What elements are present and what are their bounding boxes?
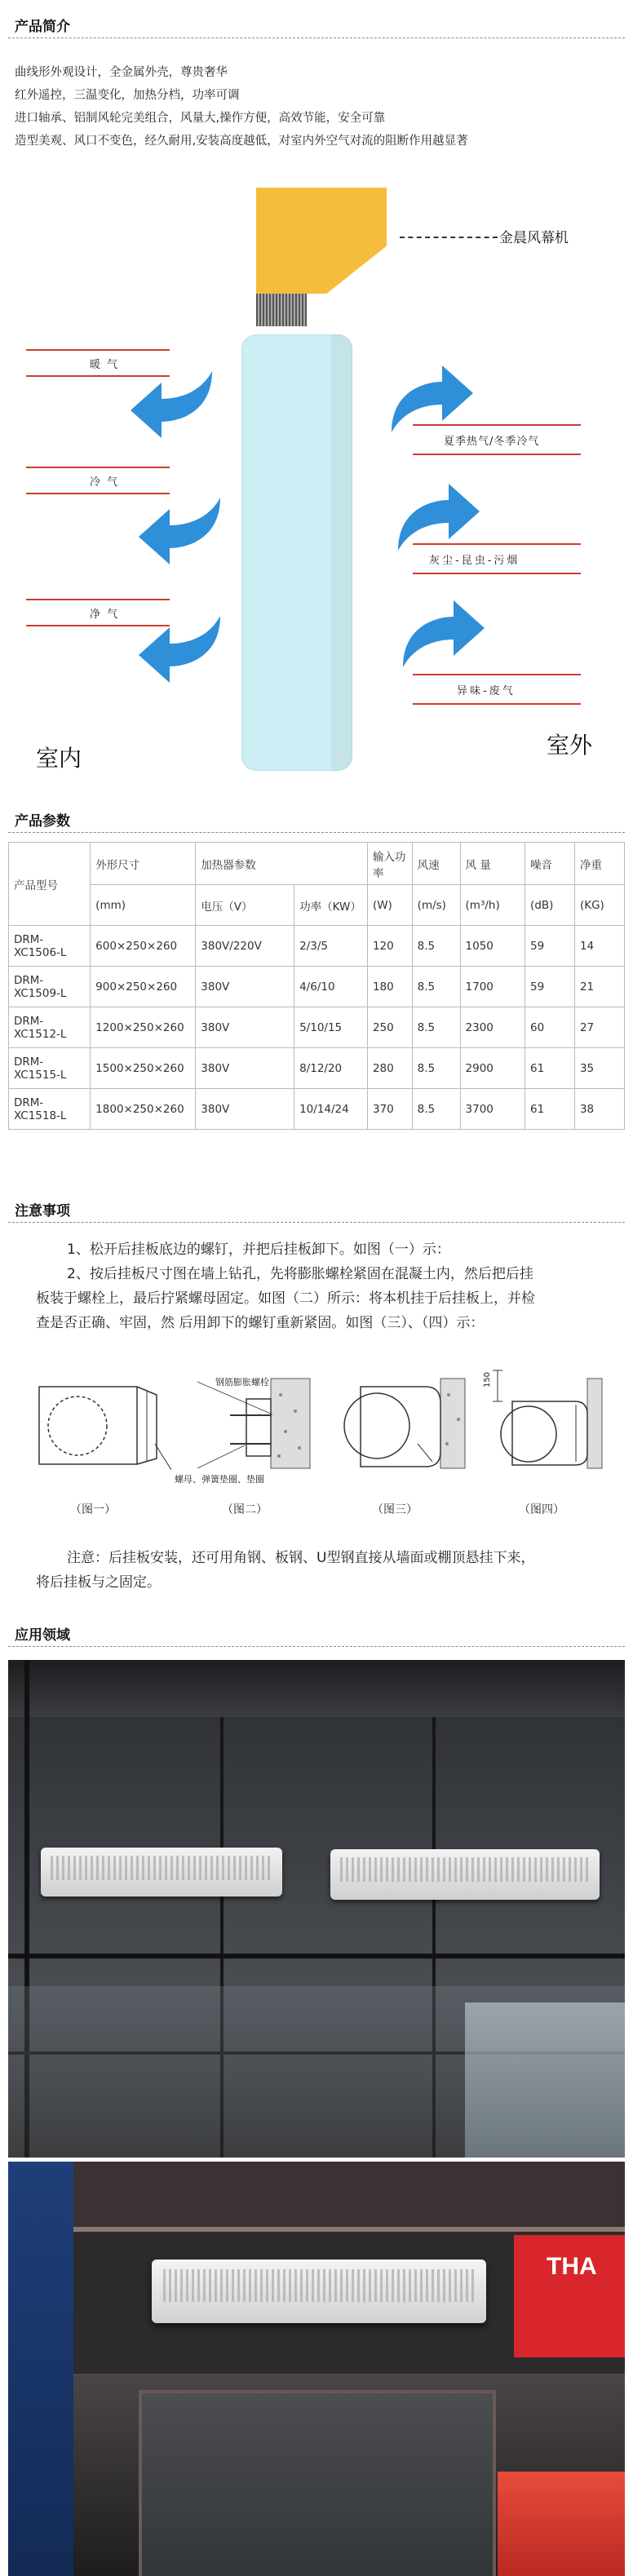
label-line [26, 349, 170, 351]
intro-line: 曲线形外观设计，全金属外壳，尊贵奢华 [15, 66, 228, 79]
divider [8, 832, 625, 833]
header-voltage: 电压（V） [196, 885, 294, 926]
label-line [413, 703, 581, 705]
cell-size: 1200×250×260 [91, 1007, 196, 1048]
outdoor-air-label: 夏季热气/冬季冷气 [444, 436, 540, 448]
air-curtain-unit [41, 1848, 282, 1897]
cell-power: 8/12/20 [294, 1048, 368, 1089]
outdoor-label: 室外 [547, 732, 593, 759]
cell-volume: 1700 [460, 967, 525, 1007]
airflow-column-shade [331, 334, 352, 771]
notes-title: 注意事项 [15, 1203, 70, 1219]
air-curtain-grille [256, 294, 307, 326]
cell-model: DRM-XC1515-L [9, 1048, 91, 1089]
dust-insect-label: 灰尘-昆虫-污烟 [429, 555, 520, 567]
cell-model: DRM-XC1509-L [9, 967, 91, 1007]
store-sign-text: THA [547, 2253, 597, 2280]
cell-model: DRM-XC1512-L [9, 1007, 91, 1048]
callout-line [400, 237, 498, 238]
figure-4-dimension: 150 [483, 1371, 493, 1388]
curved-arrow-right-icon [395, 594, 485, 675]
indoor-label: 室内 [36, 745, 82, 772]
air-curtain-unit-head [256, 188, 387, 294]
params-title: 产品参数 [15, 813, 70, 830]
header-input: 输入功率 [367, 843, 412, 885]
label-line [413, 454, 581, 455]
cell-input: 280 [367, 1048, 412, 1089]
cell-voltage: 380V [196, 1048, 294, 1089]
cell-voltage: 380V [196, 967, 294, 1007]
cell-weight: 27 [574, 1007, 624, 1048]
curved-arrow-left-icon [139, 608, 228, 689]
cell-voltage: 380V/220V [196, 926, 294, 967]
note-step-2b: 板装于螺栓上，最后拧紧螺母固定。如图（二）所示：将本机挂于后挂板上，并检 [36, 1290, 535, 1307]
cell-speed: 8.5 [412, 926, 460, 967]
label-line [413, 674, 581, 675]
header-model: 产品型号 [9, 843, 91, 926]
header-weight: 净重 [574, 843, 624, 885]
label-line [413, 573, 581, 574]
note-3a: 注意：后挂板安装，还可用角钢、板钢、U型钢直接从墙面或棚顶悬挂下来， [67, 1550, 535, 1566]
note-step-2c: 查是否正确、牢固，然 后用卸下的螺钉重新紧固。如图（三）、（四）示： [36, 1315, 485, 1331]
unit-volume: (m³/h) [460, 885, 525, 926]
cell-speed: 8.5 [412, 1048, 460, 1089]
figure-3-drawing [336, 1370, 467, 1476]
divider [8, 1222, 625, 1223]
cell-power: 10/14/24 [294, 1089, 368, 1130]
curved-arrow-left-icon [139, 489, 228, 571]
cell-noise: 60 [525, 1007, 575, 1048]
cell-volume: 2900 [460, 1048, 525, 1089]
cell-input: 120 [367, 926, 412, 967]
label-line [413, 543, 581, 545]
figure-2-bolt-label: 钢筋膨胀螺栓 [215, 1377, 269, 1388]
note-step-2a: 2、按后挂板尺寸图在墙上钻孔，先将膨胀螺栓紧固在混凝土内，然后把后挂 [67, 1266, 533, 1282]
cell-size: 1800×250×260 [91, 1089, 196, 1130]
cell-speed: 8.5 [412, 1007, 460, 1048]
intro-title: 产品简介 [15, 19, 70, 35]
cell-size: 900×250×260 [91, 967, 196, 1007]
product-callout: 金晨风幕机 [499, 230, 569, 246]
cell-size: 1500×250×260 [91, 1048, 196, 1089]
cell-input: 250 [367, 1007, 412, 1048]
curved-arrow-left-icon [131, 363, 220, 445]
table-row [9, 1089, 625, 1130]
application-title: 应用领域 [15, 1627, 70, 1644]
figure-caption-2: （图二） [222, 1503, 268, 1516]
cool-air-label: 冷 气 [90, 476, 120, 489]
header-noise: 噪音 [525, 843, 575, 885]
table-row [9, 1007, 625, 1048]
note-3b: 将后挂板与之固定。 [36, 1574, 161, 1591]
cell-power: 5/10/15 [294, 1007, 368, 1048]
intro-line: 进口轴承、铝制风轮完美组合，风量大,操作方便，高效节能，安全可靠 [15, 112, 386, 125]
cell-input: 370 [367, 1089, 412, 1130]
cell-weight: 14 [574, 926, 624, 967]
note-step-1: 1、松开后挂板底边的螺钉，并把后挂板卸下。如图（一）示： [67, 1242, 450, 1258]
header-heater: 加热器参数 [196, 843, 368, 885]
cell-weight: 35 [574, 1048, 624, 1089]
cell-weight: 38 [574, 1089, 624, 1130]
cell-speed: 8.5 [412, 1089, 460, 1130]
cell-size: 600×250×260 [91, 926, 196, 967]
cell-voltage: 380V [196, 1007, 294, 1048]
cell-volume: 2300 [460, 1007, 525, 1048]
header-volume: 风 量 [460, 843, 525, 885]
curved-arrow-right-icon [383, 359, 473, 440]
header-power: 功率（KW） [294, 885, 368, 926]
cell-model: DRM-XC1518-L [9, 1089, 91, 1130]
warm-air-label: 暖 气 [90, 359, 120, 371]
divider [8, 1646, 625, 1647]
cell-voltage: 380V [196, 1089, 294, 1130]
unit-weight: (KG) [574, 885, 624, 926]
cell-input: 180 [367, 967, 412, 1007]
cell-noise: 59 [525, 926, 575, 967]
cell-power: 2/3/5 [294, 926, 368, 967]
cell-weight: 21 [574, 967, 624, 1007]
cell-speed: 8.5 [412, 967, 460, 1007]
curved-arrow-right-icon [390, 477, 480, 559]
cell-noise: 61 [525, 1048, 575, 1089]
cell-power: 4/6/10 [294, 967, 368, 1007]
application-photo-1 [8, 1660, 625, 2158]
figure-1-drawing [33, 1370, 171, 1476]
unit-noise: (dB) [525, 885, 575, 926]
figure-caption-3: （图三） [372, 1503, 418, 1516]
intro-line: 造型美观、风口不变色，经久耐用,安装高度越低，对室内外空气对流的阻断作用越显著 [15, 135, 468, 148]
application-photo-2 [8, 2162, 625, 2576]
table-row [9, 1048, 625, 1089]
spec-table [8, 842, 625, 1130]
cell-noise: 61 [525, 1089, 575, 1130]
figure-2-nut-label: 螺母、弹簧垫圈、垫圈 [175, 1474, 264, 1485]
clean-air-label: 净 气 [90, 609, 120, 621]
header-speed: 风速 [412, 843, 460, 885]
intro-line: 红外遥控，三温变化，加热分档，功率可调 [15, 89, 240, 102]
cell-model: DRM-XC1506-L [9, 926, 91, 967]
cell-noise: 59 [525, 967, 575, 1007]
figure-4-drawing [481, 1362, 604, 1476]
figure-caption-4: （图四） [519, 1503, 564, 1516]
unit-size: (mm) [91, 885, 196, 926]
cell-volume: 3700 [460, 1089, 525, 1130]
air-curtain-unit [152, 2260, 486, 2323]
label-line [26, 467, 170, 468]
air-curtain-unit [330, 1849, 600, 1900]
cell-volume: 1050 [460, 926, 525, 967]
unit-speed: (m/s) [412, 885, 460, 926]
table-row [9, 926, 625, 967]
table-row [9, 967, 625, 1007]
label-line [26, 599, 170, 600]
label-line [413, 424, 581, 426]
header-size: 外形尺寸 [91, 843, 196, 885]
odor-label: 异味-废气 [457, 685, 516, 697]
unit-input: (W) [367, 885, 412, 926]
figure-caption-1: （图一） [70, 1503, 116, 1516]
